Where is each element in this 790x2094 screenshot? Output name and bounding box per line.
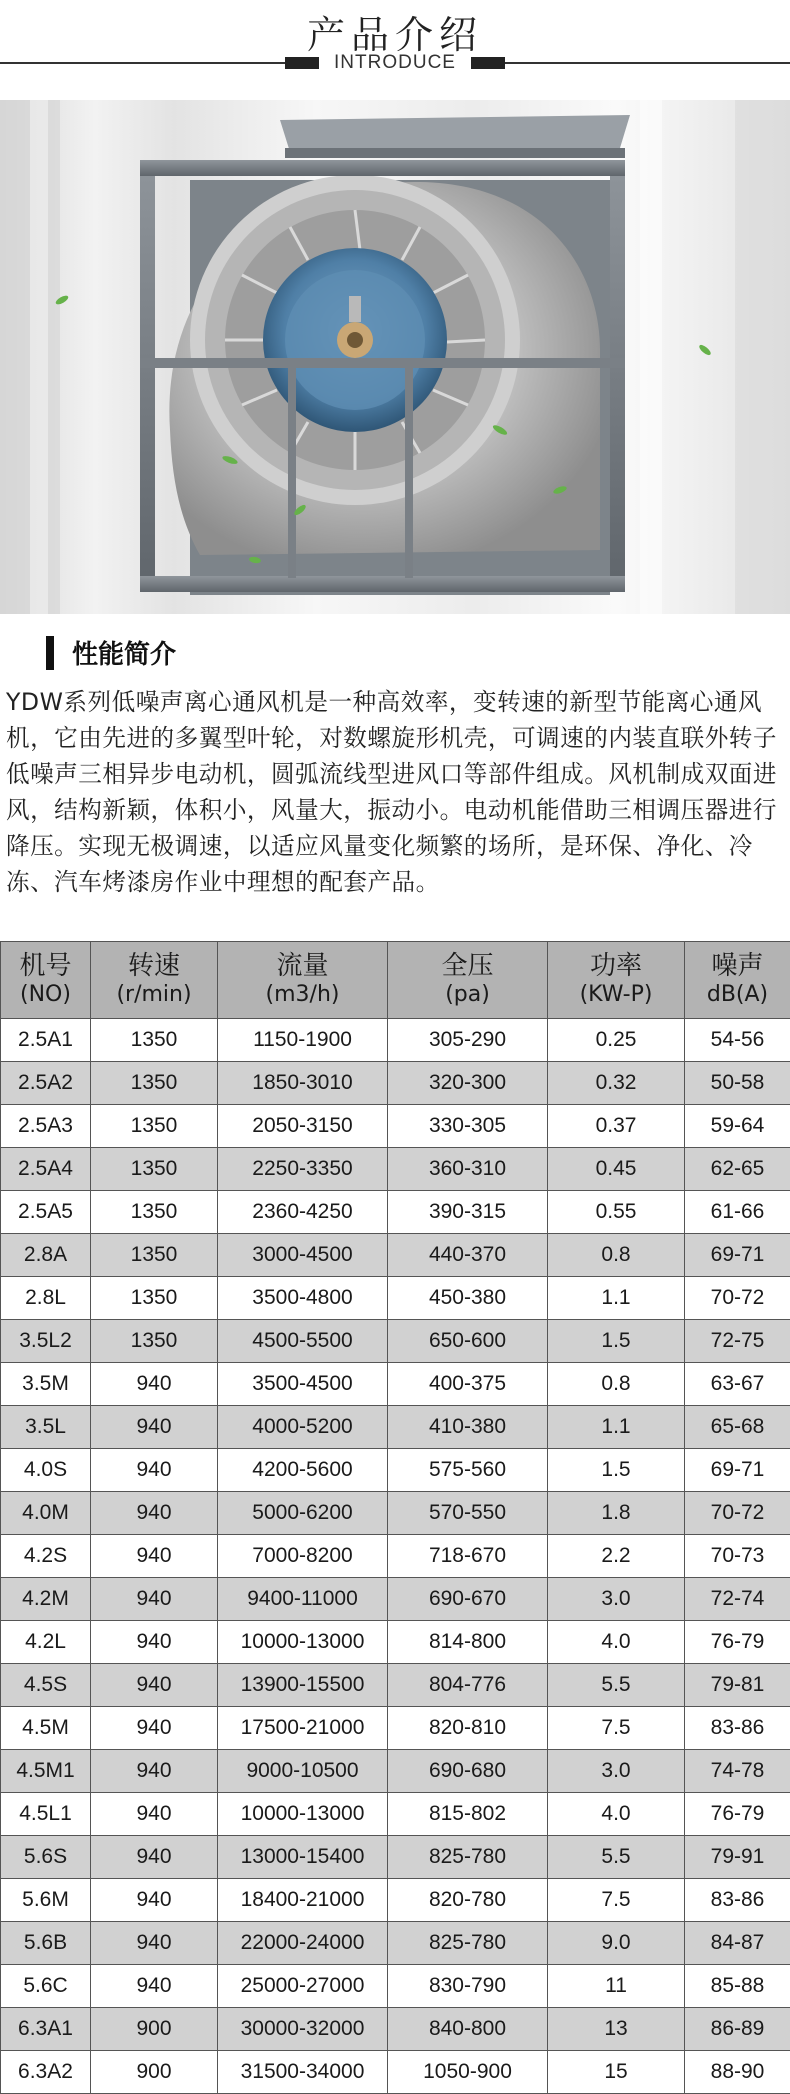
cell-power: 1.1	[548, 1277, 685, 1320]
product-description: YDW系列低噪声离心通风机是一种高效率，变转速的新型节能离心通风机，它由先进的多翼型叶轮，对数螺旋形机壳，可调速的内装直联外转子低噪声三相异步电动机，圆弧流线型进风口等部件组成。风机制成双面进风，结构新颖，体积小，风量大，振动小。电动机能借助三相调压器进行降压。实现无极调速，以适应风量变化频繁的场所，是环保、净化、冷冻、汽车烤漆房作业中理想的配套产品。	[6, 688, 777, 896]
cell-speed: 1350	[91, 1148, 218, 1191]
cell-model: 3.5L2	[1, 1320, 91, 1363]
column-header-noise: 噪声 dB(A)	[685, 942, 790, 1019]
cell-noise: 70-72	[685, 1277, 790, 1320]
cell-power: 3.0	[548, 1750, 685, 1793]
cell-airflow: 4000-5200	[218, 1406, 388, 1449]
cell-noise: 69-71	[685, 1234, 790, 1277]
cell-airflow: 17500-21000	[218, 1707, 388, 1750]
cell-noise: 65-68	[685, 1406, 790, 1449]
cell-model: 5.6M	[1, 1879, 91, 1922]
cell-power: 0.55	[548, 1191, 685, 1234]
cell-speed: 940	[91, 1836, 218, 1879]
centrifugal-fan-illustration	[0, 100, 790, 614]
table-row	[1, 1535, 790, 1578]
cell-pressure: 390-315	[388, 1191, 548, 1234]
cell-noise: 76-79	[685, 1621, 790, 1664]
column-header-pressure: 全压 (pa)	[388, 942, 548, 1019]
cell-speed: 940	[91, 1965, 218, 2008]
cell-model: 4.2S	[1, 1535, 91, 1578]
cell-speed: 940	[91, 1406, 218, 1449]
cell-model: 2.5A4	[1, 1148, 91, 1191]
cell-pressure: 815-802	[388, 1793, 548, 1836]
table-row	[1, 1793, 790, 1836]
cell-model: 4.0M	[1, 1492, 91, 1535]
cell-airflow: 22000-24000	[218, 1922, 388, 1965]
cell-noise: 84-87	[685, 1922, 790, 1965]
page-title: 产品介绍	[306, 13, 483, 57]
cell-power: 11	[548, 1965, 685, 2008]
cell-speed: 940	[91, 1621, 218, 1664]
cell-noise: 79-81	[685, 1664, 790, 1707]
column-header-airflow: 流量 (m3/h)	[218, 942, 388, 1019]
table-row	[1, 1965, 790, 2008]
cell-model: 4.2L	[1, 1621, 91, 1664]
cell-noise: 88-90	[685, 2051, 790, 2094]
cell-model: 6.3A2	[1, 2051, 91, 2094]
cell-airflow: 3500-4500	[218, 1363, 388, 1406]
cell-noise: 61-66	[685, 1191, 790, 1234]
product-photo	[0, 100, 790, 614]
cell-model: 4.0S	[1, 1449, 91, 1492]
cell-noise: 86-89	[685, 2008, 790, 2051]
cell-pressure: 840-800	[388, 2008, 548, 2051]
cell-airflow: 25000-27000	[218, 1965, 388, 2008]
cell-pressure: 650-600	[388, 1320, 548, 1363]
cell-speed: 940	[91, 1492, 218, 1535]
spec-table	[0, 941, 790, 2094]
cell-speed: 940	[91, 1363, 218, 1406]
cell-noise: 83-86	[685, 1879, 790, 1922]
table-row	[1, 1062, 790, 1105]
cell-airflow: 4200-5600	[218, 1449, 388, 1492]
cell-model: 4.5M1	[1, 1750, 91, 1793]
column-header-model: 机号 (NO)	[1, 942, 91, 1019]
cell-pressure: 690-680	[388, 1750, 548, 1793]
cell-airflow: 1850-3010	[218, 1062, 388, 1105]
cell-model: 2.5A3	[1, 1105, 91, 1148]
cell-speed: 940	[91, 1578, 218, 1621]
table-row	[1, 1449, 790, 1492]
cell-model: 3.5M	[1, 1363, 91, 1406]
cell-power: 5.5	[548, 1664, 685, 1707]
cell-power: 1.1	[548, 1406, 685, 1449]
cell-airflow: 30000-32000	[218, 2008, 388, 2051]
cell-noise: 83-86	[685, 1707, 790, 1750]
cell-speed: 900	[91, 2008, 218, 2051]
cell-noise: 50-58	[685, 1062, 790, 1105]
cell-model: 6.3A1	[1, 2008, 91, 2051]
cell-pressure: 330-305	[388, 1105, 548, 1148]
table-row	[1, 1406, 790, 1449]
table-row	[1, 1578, 790, 1621]
cell-airflow: 9400-11000	[218, 1578, 388, 1621]
cell-pressure: 575-560	[388, 1449, 548, 1492]
cell-pressure: 814-800	[388, 1621, 548, 1664]
section-heading-bar	[46, 636, 54, 670]
cell-speed: 940	[91, 1664, 218, 1707]
cell-power: 7.5	[548, 1707, 685, 1750]
cell-speed: 1350	[91, 1191, 218, 1234]
cell-pressure: 320-300	[388, 1062, 548, 1105]
cell-power: 15	[548, 2051, 685, 2094]
table-row	[1, 1320, 790, 1363]
cell-noise: 85-88	[685, 1965, 790, 2008]
cell-power: 13	[548, 2008, 685, 2051]
cell-speed: 940	[91, 1535, 218, 1578]
cell-speed: 940	[91, 1707, 218, 1750]
intro-header	[0, 0, 790, 95]
cell-speed: 1350	[91, 1105, 218, 1148]
cell-power: 0.8	[548, 1234, 685, 1277]
cell-model: 2.5A5	[1, 1191, 91, 1234]
cell-power: 5.5	[548, 1836, 685, 1879]
cell-model: 2.5A1	[1, 1019, 91, 1062]
cell-power: 0.45	[548, 1148, 685, 1191]
spec-table-body	[1, 1019, 790, 2094]
table-row	[1, 1277, 790, 1320]
cell-speed: 1350	[91, 1234, 218, 1277]
cell-airflow: 3500-4800	[218, 1277, 388, 1320]
cell-power: 4.0	[548, 1621, 685, 1664]
cell-power: 0.25	[548, 1019, 685, 1062]
cell-pressure: 1050-900	[388, 2051, 548, 2094]
cell-model: 4.5L1	[1, 1793, 91, 1836]
cell-airflow: 10000-13000	[218, 1793, 388, 1836]
cell-speed: 940	[91, 1879, 218, 1922]
table-row	[1, 1664, 790, 1707]
cell-power: 1.8	[548, 1492, 685, 1535]
header-block-right	[471, 57, 505, 69]
cell-model: 2.8A	[1, 1234, 91, 1277]
table-row	[1, 2008, 790, 2051]
cell-model: 2.8L	[1, 1277, 91, 1320]
cell-model: 5.6S	[1, 1836, 91, 1879]
table-row	[1, 1105, 790, 1148]
header-line-right	[505, 62, 790, 64]
cell-pressure: 360-310	[388, 1148, 548, 1191]
table-row	[1, 1836, 790, 1879]
cell-airflow: 5000-6200	[218, 1492, 388, 1535]
cell-pressure: 305-290	[388, 1019, 548, 1062]
cell-noise: 72-74	[685, 1578, 790, 1621]
cell-airflow: 4500-5500	[218, 1320, 388, 1363]
cell-noise: 59-64	[685, 1105, 790, 1148]
cell-speed: 940	[91, 1922, 218, 1965]
cell-airflow: 7000-8200	[218, 1535, 388, 1578]
cell-power: 2.2	[548, 1535, 685, 1578]
cell-pressure: 450-380	[388, 1277, 548, 1320]
table-row	[1, 2051, 790, 2094]
cell-noise: 63-67	[685, 1363, 790, 1406]
table-row	[1, 1148, 790, 1191]
cell-airflow: 1150-1900	[218, 1019, 388, 1062]
cell-power: 4.0	[548, 1793, 685, 1836]
spec-table-header	[1, 942, 790, 1019]
cell-model: 3.5L	[1, 1406, 91, 1449]
cell-noise: 70-73	[685, 1535, 790, 1578]
cell-power: 0.37	[548, 1105, 685, 1148]
cell-noise: 62-65	[685, 1148, 790, 1191]
cell-noise: 79-91	[685, 1836, 790, 1879]
cell-airflow: 2250-3350	[218, 1148, 388, 1191]
cell-pressure: 718-670	[388, 1535, 548, 1578]
cell-airflow: 3000-4500	[218, 1234, 388, 1277]
cell-airflow: 13900-15500	[218, 1664, 388, 1707]
cell-noise: 72-75	[685, 1320, 790, 1363]
table-row	[1, 1750, 790, 1793]
table-row	[1, 1879, 790, 1922]
cell-speed: 1350	[91, 1277, 218, 1320]
table-row	[1, 1922, 790, 1965]
cell-power: 1.5	[548, 1449, 685, 1492]
cell-model: 4.5S	[1, 1664, 91, 1707]
cell-speed: 940	[91, 1793, 218, 1836]
cell-pressure: 570-550	[388, 1492, 548, 1535]
cell-noise: 74-78	[685, 1750, 790, 1793]
cell-pressure: 804-776	[388, 1664, 548, 1707]
cell-noise: 54-56	[685, 1019, 790, 1062]
page-subtitle: INTRODUCE	[334, 52, 456, 73]
cell-noise: 76-79	[685, 1793, 790, 1836]
cell-model: 4.5M	[1, 1707, 91, 1750]
section-title: 性能简介	[72, 640, 177, 670]
cell-airflow: 31500-34000	[218, 2051, 388, 2094]
cell-airflow: 18400-21000	[218, 1879, 388, 1922]
cell-model: 2.5A2	[1, 1062, 91, 1105]
cell-airflow: 2360-4250	[218, 1191, 388, 1234]
column-header-power: 功率 (KW-P)	[548, 942, 685, 1019]
cell-pressure: 825-780	[388, 1836, 548, 1879]
cell-pressure: 830-790	[388, 1965, 548, 2008]
cell-airflow: 2050-3150	[218, 1105, 388, 1148]
cell-power: 1.5	[548, 1320, 685, 1363]
cell-power: 0.8	[548, 1363, 685, 1406]
cell-model: 4.2M	[1, 1578, 91, 1621]
cell-airflow: 9000-10500	[218, 1750, 388, 1793]
column-header-speed: 转速 (r/min)	[91, 942, 218, 1019]
table-row	[1, 1621, 790, 1664]
cell-pressure: 820-810	[388, 1707, 548, 1750]
cell-pressure: 690-670	[388, 1578, 548, 1621]
cell-airflow: 13000-15400	[218, 1836, 388, 1879]
cell-power: 3.0	[548, 1578, 685, 1621]
cell-model: 5.6B	[1, 1922, 91, 1965]
header-line-left	[0, 62, 285, 64]
table-row	[1, 1234, 790, 1277]
cell-speed: 940	[91, 1750, 218, 1793]
table-row	[1, 1363, 790, 1406]
table-row	[1, 1191, 790, 1234]
cell-airflow: 10000-13000	[218, 1621, 388, 1664]
cell-noise: 69-71	[685, 1449, 790, 1492]
cell-power: 0.32	[548, 1062, 685, 1105]
cell-power: 9.0	[548, 1922, 685, 1965]
cell-speed: 900	[91, 2051, 218, 2094]
cell-speed: 940	[91, 1449, 218, 1492]
cell-speed: 1350	[91, 1062, 218, 1105]
cell-pressure: 440-370	[388, 1234, 548, 1277]
cell-speed: 1350	[91, 1019, 218, 1062]
cell-power: 7.5	[548, 1879, 685, 1922]
header-block-left	[285, 57, 319, 69]
table-row	[1, 1492, 790, 1535]
cell-pressure: 400-375	[388, 1363, 548, 1406]
table-row	[1, 1707, 790, 1750]
cell-pressure: 825-780	[388, 1922, 548, 1965]
cell-model: 5.6C	[1, 1965, 91, 2008]
cell-noise: 70-72	[685, 1492, 790, 1535]
cell-speed: 1350	[91, 1320, 218, 1363]
cell-pressure: 820-780	[388, 1879, 548, 1922]
cell-pressure: 410-380	[388, 1406, 548, 1449]
table-row	[1, 1019, 790, 1062]
